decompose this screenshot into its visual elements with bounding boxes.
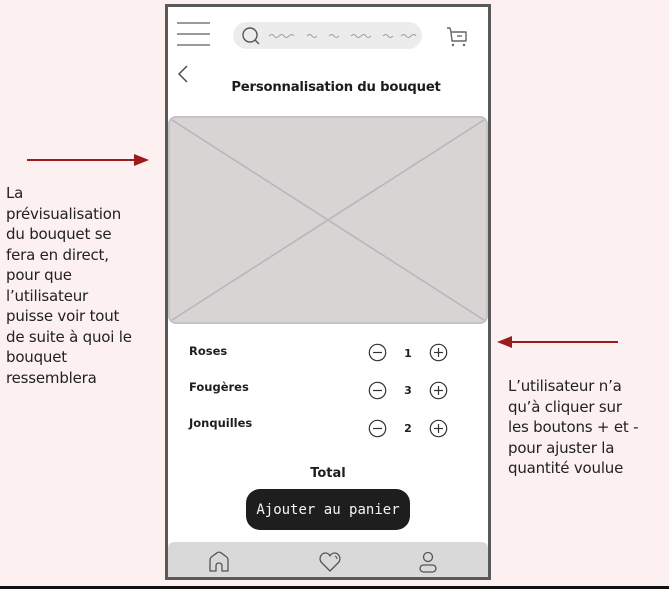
item-quantity: 2 [404, 422, 412, 435]
plus-circle-icon[interactable] [429, 419, 448, 438]
minus-circle-icon[interactable] [368, 381, 387, 400]
item-name: Roses [189, 344, 228, 358]
bouquet-preview-image [168, 116, 488, 324]
item-name: Fougères [189, 380, 249, 394]
add-to-cart-button[interactable]: Ajouter au panier [246, 489, 410, 530]
annotation-stepper-note: L’utilisateur n’a qu’à cliquer sur les boutons + et - pour ajuster la quantité voulue [508, 377, 639, 477]
annotation-arrow-right [26, 153, 150, 167]
phone-frame [165, 4, 491, 580]
total-label: Total [310, 466, 346, 481]
page-title: Personnalisation du bouquet [231, 80, 441, 95]
search-icon [241, 26, 261, 46]
search-input[interactable] [233, 22, 422, 49]
heart-icon[interactable] [318, 550, 342, 574]
plus-circle-icon[interactable] [429, 343, 448, 362]
item-name: Jonquilles [189, 416, 253, 430]
home-icon[interactable] [207, 550, 231, 574]
minus-circle-icon[interactable] [368, 419, 387, 438]
item-quantity: 3 [404, 384, 412, 397]
item-quantity: 1 [404, 347, 412, 360]
bottom-nav [168, 542, 488, 580]
annotation-arrow-left [496, 335, 620, 349]
cart-icon[interactable] [446, 25, 468, 47]
plus-circle-icon[interactable] [429, 381, 448, 400]
hamburger-menu-button[interactable] [177, 21, 212, 49]
user-icon[interactable] [416, 550, 440, 574]
hamburger-line [177, 44, 210, 46]
search-placeholder-scribble [267, 31, 422, 41]
minus-circle-icon[interactable] [368, 343, 387, 362]
hamburger-line [177, 33, 210, 35]
image-placeholder-icon [170, 118, 486, 322]
annotation-preview-note: La prévisualisation du bouquet se fera en direct, pour que l’utilisateur puisse voir tout de suite à quoi le bouquet ressemblera [6, 184, 132, 387]
hamburger-line [177, 22, 210, 24]
